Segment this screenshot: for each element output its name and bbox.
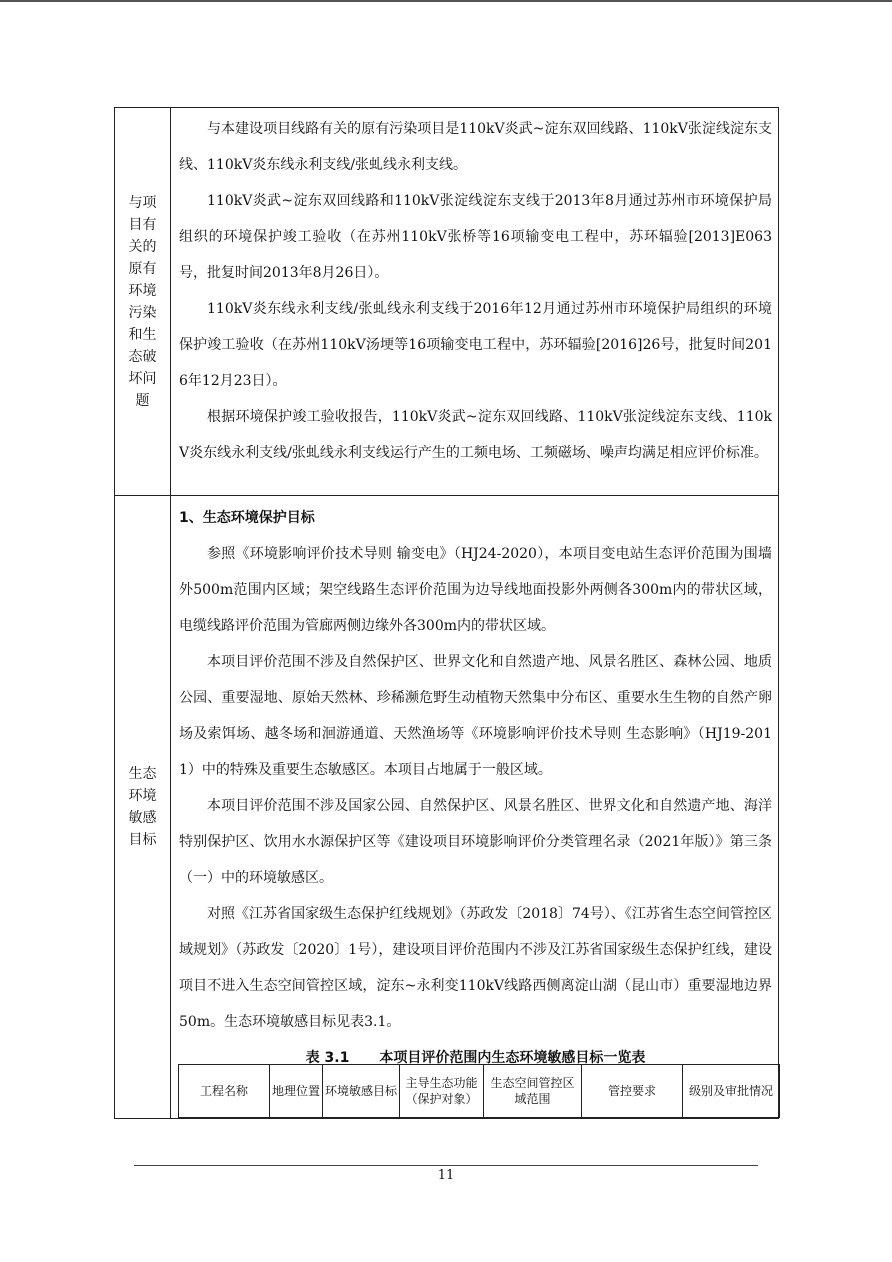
table-caption-title: 本项目评价范围内生态环境敏感目标一览表 <box>379 1050 646 1066</box>
sensitive-targets-table <box>178 1064 780 1118</box>
column-header: 级别及审批情况 <box>683 1065 780 1118</box>
form-table <box>114 107 779 1119</box>
column-header: 工程名称 <box>179 1065 270 1118</box>
paragraph: 与本建设项目线路有关的原有污染项目是110kV炎武~淀东双回线路、110kV张淀线淀东支线、110kV炎东线永利支线/张虬线永利支线。 <box>179 121 772 173</box>
existing-pollution-row <box>115 108 778 496</box>
eco-sensitive-row <box>115 496 778 1118</box>
paragraph: 110kV炎东线永利支线/张虬线永利支线于2016年12月通过苏州市环境保护局组织的环境保护竣工验收（在苏州110kV汤埂等16项输变电工程中，苏环辐验[2016]26号，批复时间2016年12月23日）。 <box>179 301 772 389</box>
existing-pollution-label-cell <box>115 108 171 495</box>
top-border-line <box>0 0 892 2</box>
table-header-row <box>179 1065 780 1118</box>
section-heading: 1、生态环境保护目标 <box>179 510 315 526</box>
footer-line <box>134 1165 758 1166</box>
paragraph: 本项目评价范围不涉及国家公园、自然保护区、风景名胜区、世界文化和自然遗产地、海洋特别保护区、饮用水水源保护区等《建设项目环境影响评价分类管理名录（2021年版）》第三条（一）中的环境敏感区。 <box>179 798 772 886</box>
page-number: 11 <box>437 1168 455 1183</box>
eco-sensitive-label-cell <box>115 496 171 1118</box>
existing-pollution-content <box>179 111 772 471</box>
column-header: 地理位置 <box>270 1065 323 1118</box>
paragraph: 本项目评价范围不涉及自然保护区、世界文化和自然遗产地、风景名胜区、森林公园、地质公园、重要湿地、原始天然林、珍稀濒危野生动植物天然集中分布区、重要水生生物的自然产卵场及索饵场、越冬场和洄游通道、天然渔场等《环境影响评价技术导则 生态影响》（HJ19-2011）中的特殊及重要生态敏感区。本项目占地属于一般区域。 <box>179 654 772 778</box>
column-header: 生态空间管控区域范围 <box>484 1065 582 1118</box>
column-header: 主导生态功能（保护对象） <box>400 1065 484 1118</box>
column-header: 环境敏感目标 <box>323 1065 400 1118</box>
paragraph: 参照《环境影响评价技术导则 输变电》（HJ24-2020），本项目变电站生态评价范围为围墙外500m范围内区域；架空线路生态评价范围为边导线地面投影外两侧各300m内的带状区域，电缆线路评价范围为管廊两侧边缘外各300m内的带状区域。 <box>179 546 772 634</box>
paragraph: 110kV炎武~淀东双回线路和110kV张淀线淀东支线于2013年8月通过苏州市环境保护局组织的环境保护竣工验收（在苏州110kV张桥等16项输变电工程中，苏环辐验[2013]E063号，批复时间2013年8月26日）。 <box>179 193 772 281</box>
paragraph: 对照《江苏省国家级生态保护红线规划》（苏政发〔2018〕74号）、《江苏省生态空间管控区域规划》（苏政发〔2020〕1号），建设项目评价范围内不涉及江苏省国家级生态保护红线，建设项目不进入生态空间管控区域，淀东~永利变110kV线路西侧离淀山湖（昆山市）重要湿地边界50m。生态环境敏感目标见表3.1。 <box>179 906 772 1030</box>
existing-pollution-label: 与项目有关的原有环境污染和生态破坏问题 <box>128 194 157 409</box>
eco-sensitive-content <box>179 500 772 1076</box>
column-header: 管控要求 <box>582 1065 683 1118</box>
table-caption-number: 表 3.1 <box>305 1050 350 1066</box>
paragraph: 根据环境保护竣工验收报告，110kV炎武~淀东双回线路、110kV张淀线淀东支线、110kV炎东线永利支线/张虬线永利支线运行产生的工频电场、工频磁场、噪声均满足相应评价标准。 <box>179 409 772 461</box>
eco-sensitive-label: 生态环境敏感目标 <box>128 766 157 848</box>
